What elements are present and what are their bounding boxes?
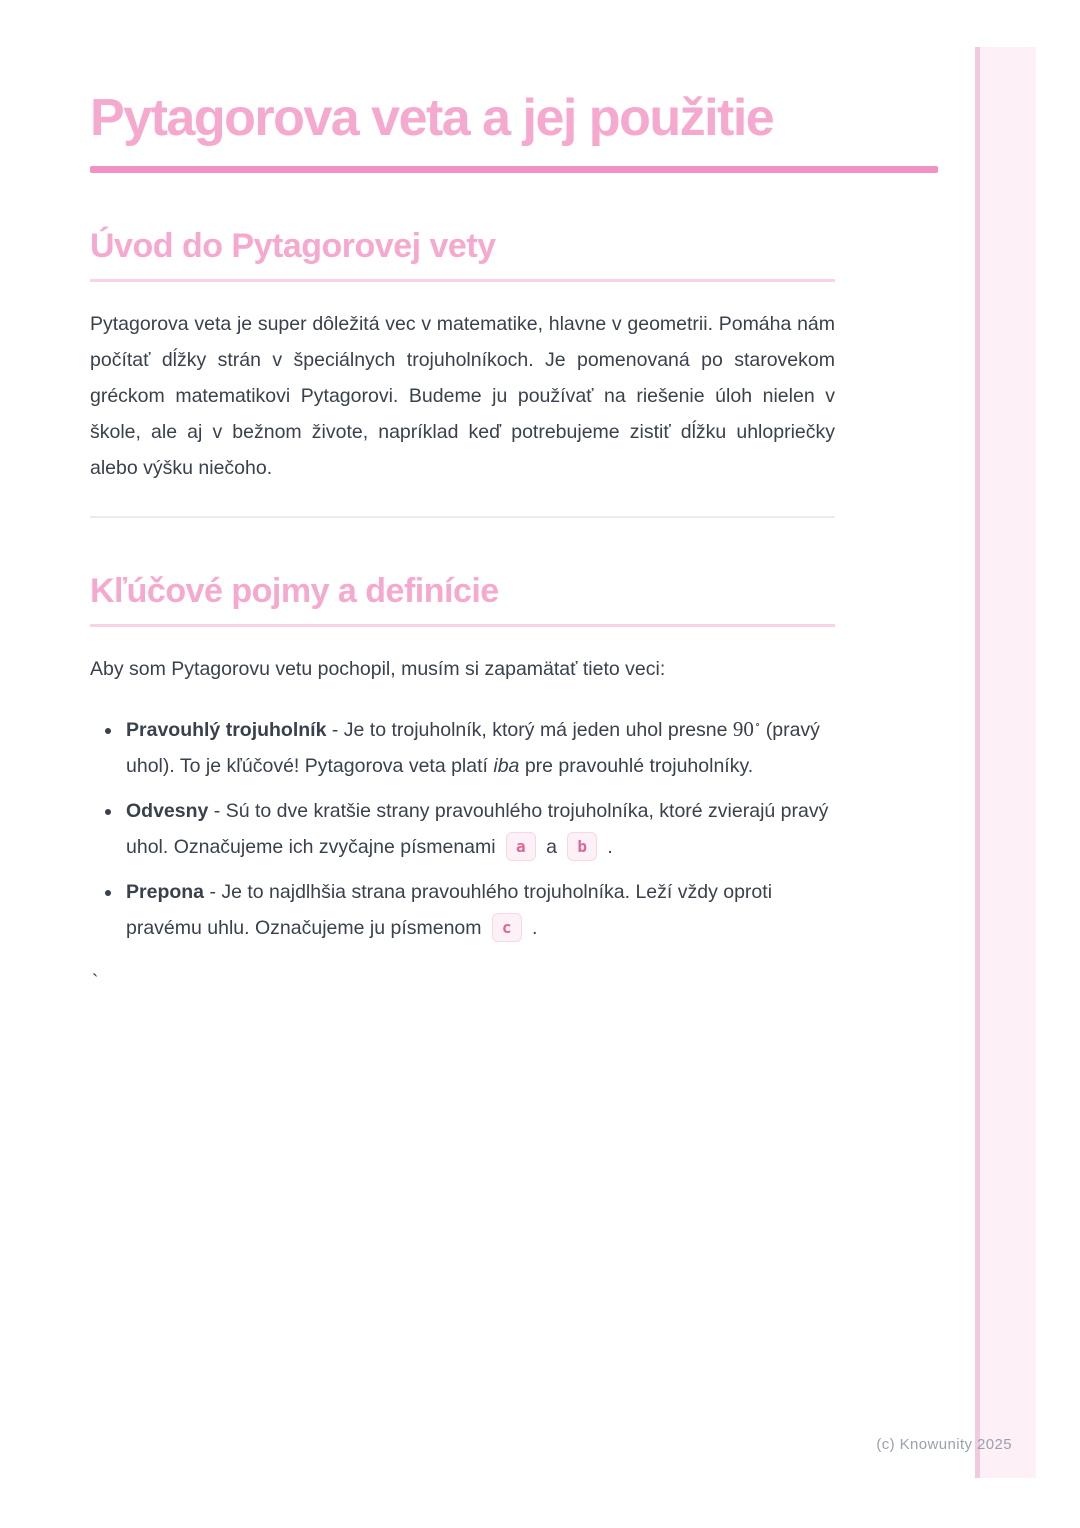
- document-content: [90, 88, 940, 994]
- page-title: Pytagorova veta a jej použitie: [90, 89, 774, 147]
- bullet-text: .: [526, 917, 538, 939]
- intro-paragraph: Pytagorova veta je super dôležitá vec v matematike, hlavne v geometrii. Pomáha nám počítať dĺžky strán v špeciálnych trojuholníkoch. Je pomenovaná po starovekom gréckom matematikovi Pytagorovi. Budeme ju používať na riešenie úloh nielen v škole, ale aj v bežnom živote, napríklad keď potrebujeme zistiť dĺžku uhlopriečky alebo výšku niečoho.: [90, 313, 835, 479]
- list-item: [123, 711, 835, 784]
- bullet-text: (pravý uhol). To je kľúčové! Pytagorova veta platí: [126, 719, 820, 777]
- degree-symbol: ∘: [754, 719, 761, 731]
- bullet-text: pre pravouhlé trojuholníky.: [519, 755, 754, 777]
- title-rule: [90, 166, 938, 173]
- section-heading-intro: Úvod do Pytagorovej vety: [90, 226, 835, 282]
- bullet-text: a: [540, 836, 563, 858]
- math-degree-value: 90∘: [732, 717, 761, 741]
- side-letter-badge: c: [492, 913, 522, 942]
- term-label: Pravouhlý trojuholník: [126, 719, 327, 741]
- section-key-terms: [90, 571, 940, 946]
- bullet-text: .: [601, 836, 613, 858]
- section-intro: [90, 226, 940, 486]
- stray-backtick: `: [92, 972, 99, 993]
- bullet-text: - Je to najdlhšia strana pravouhlého trojuholníka. Leží vždy oproti pravému uhlu. Označujeme ju písmenom: [126, 881, 773, 939]
- bullet-text: - Sú to dve kratšie strany pravouhlého trojuholníka, ktoré zvierajú pravý uhol. Označujeme ich zvyčajne písmenami: [126, 800, 829, 858]
- side-letter-badge: b: [567, 832, 597, 861]
- term-label: Prepona: [126, 881, 205, 903]
- term-label: Odvesny: [126, 800, 209, 822]
- list-item: [123, 793, 835, 865]
- section-heading-key-terms: Kľúčové pojmy a definície: [90, 571, 835, 627]
- list-intro: Aby som Pytagorovu vetu pochopil, musím si zapamätať tieto veci:: [90, 658, 666, 680]
- side-strip: [975, 47, 1036, 1478]
- list-item: [123, 874, 835, 946]
- emphasis-text: iba: [493, 755, 520, 777]
- footer-credit: (c) Knowunity 2025: [876, 1436, 1012, 1453]
- section-divider: [90, 516, 835, 518]
- bullet-text: - Je to trojuholník, ktorý má jeden uhol presne: [326, 719, 733, 741]
- side-letter-badge: a: [506, 832, 536, 861]
- key-terms-list: [90, 711, 835, 946]
